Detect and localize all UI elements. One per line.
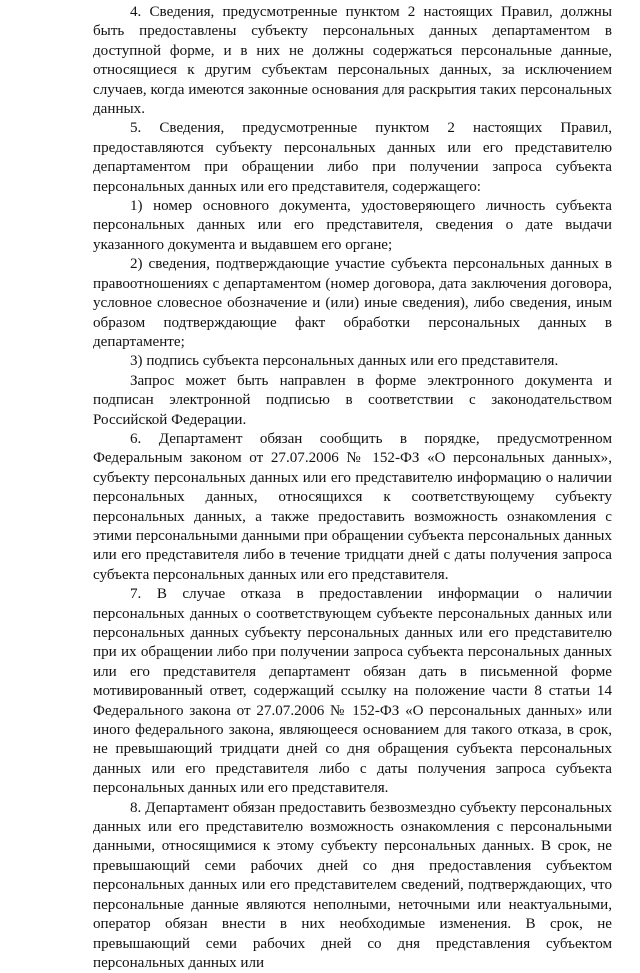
paragraph-request-note: Запрос может быть направлен в форме электронного документа и подписан электронной подписью в соответствии с законодательством Российской Федерации. [93,372,612,428]
paragraph-6: 6. Департамент обязан сообщить в порядке, предусмотренном Федеральным законом от 27.07.2006 № 152-ФЗ «О персональных данных», субъекту персональных данных или его представителю информацию о наличии персональных данных, относящихся к соответствующему субъекту персональных данных, а также предоставить возможность ознакомления с этими персональными данными при обращении субъекта персональных данных или его представителя либо в течение тридцати дней с даты получения запроса субъекта персональных данных или его представителя. [93,430,612,583]
paragraph-8: 8. Департамент обязан предоставить безвозмездно субъекту персональных данных или его представителю возможность ознакомления с персональными данными, относящимися к этому субъекту персональных данных. В срок, не превышающий семи рабочих дней со дня предоставления субъектом персональных данных или его представителем сведений, подтверждающих, что персональные данные являются неполными, неточными или неактуальными, оператор обязан внести в них необходимые изменения. В срок, не превышающий семи рабочих дней со дня представления субъектом персональных данных или [93,799,612,971]
document-body [93,3,612,973]
paragraph-5-item-1: 1) номер основного документа, удостоверяющего личность субъекта персональных данных или его представителя, сведения о дате выдачи указанного документа и выдавшем его органе; [93,198,612,253]
paragraph-7: 7. В случае отказа в предоставлении информации о наличии персональных данных о соответствующем субъекте персональных данных или персональных данных субъекту персональных данных или его представителю при их обращении либо при получении запроса субъекта персональных данных или его представителя департамент обязан дать в письменной форме мотивированный ответ, содержащий ссылку на положение части 8 статьи 14 Федерального закона от 27.07.2006 № 152-ФЗ «О персональных данных» или иного федерального закона, являющееся основанием для такого отказа, в срок, не превышающий тридцати дней со дня обращения субъекта персональных данных или его представителя либо с даты получения запроса субъекта персональных данных или его представителя. [93,586,612,797]
paragraph-5-item-2: 2) сведения, подтверждающие участие субъекта персональных данных в правоотношениях с департаментом (номер договора, дата заключения договора, условное словесное обозначение и (или) иные сведения), либо сведения, иным образом подтверждающие факт обработки персональных данных в департаменте; [93,256,612,350]
paragraph-4: 4. Сведения, предусмотренные пунктом 2 настоящих Правил, должны быть предоставлены субъекту персональных данных департаментом в доступной форме, и в них не должны содержаться персональные данные, относящиеся к другим субъектам персональных данных, за исключением случаев, когда имеются законные основания для раскрытия таких персональных данных. [93,4,612,118]
paragraph-5: 5. Сведения, предусмотренные пунктом 2 настоящих Правил, предоставляются субъекту персональных данных или его представителю департаментом при обращении либо при получении запроса субъекта персональных данных или его представителя, содержащего: [93,120,612,195]
paragraph-5-item-3: 3) подпись субъекта персональных данных или его представителя. [130,353,559,370]
